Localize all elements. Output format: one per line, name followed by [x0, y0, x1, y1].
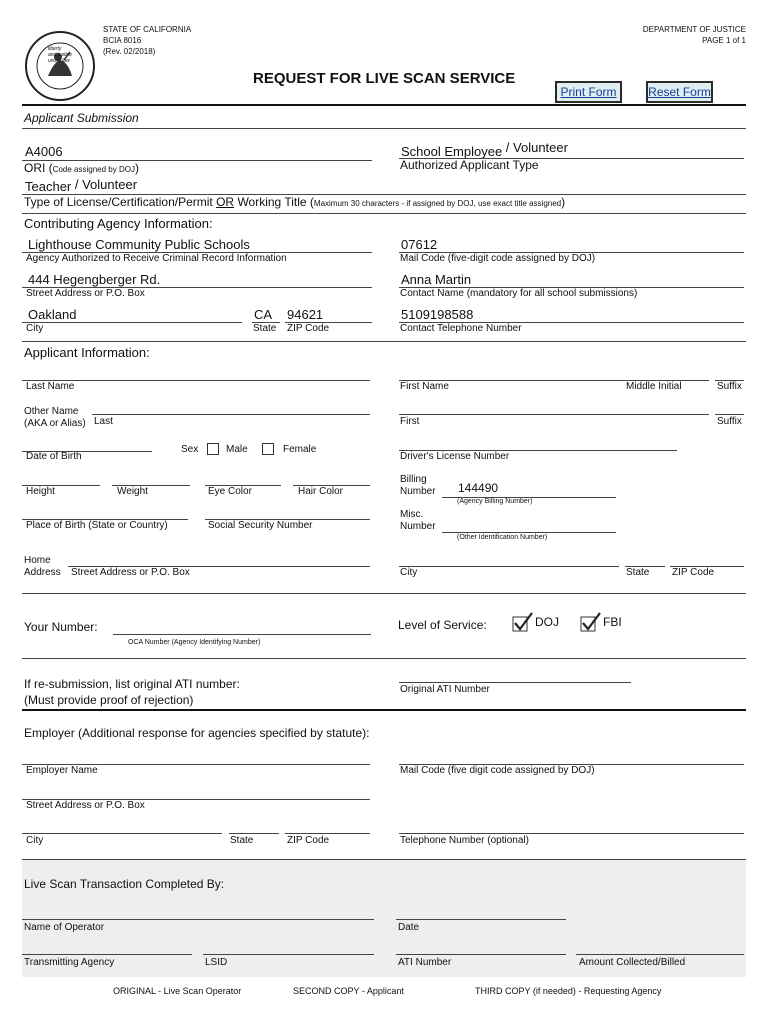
- other-suffix-input[interactable]: [715, 414, 744, 415]
- divider: [22, 213, 746, 214]
- header-divider: [22, 104, 746, 106]
- home-state-label: State: [626, 567, 650, 578]
- employer-street-label: Street Address or P.O. Box: [26, 800, 145, 811]
- reset-form-button[interactable]: Reset Form: [646, 81, 713, 103]
- operator-name-label: Name of Operator: [24, 922, 105, 933]
- state-label: State: [253, 323, 277, 334]
- resubmission-label: If re-submission, list original ATI number: (Must provide proof of rejection): [24, 677, 240, 707]
- pob-label: Place of Birth (State or Country): [26, 520, 168, 531]
- state-seal: [24, 30, 96, 102]
- transaction-heading: Live Scan Transaction Completed By:: [24, 877, 225, 891]
- transmitting-agency-label: Transmitting Agency: [24, 957, 115, 968]
- employer-phone-input[interactable]: [399, 833, 744, 834]
- weight-label: Weight: [117, 486, 148, 497]
- divider: [22, 709, 746, 711]
- billing-number-value[interactable]: 144490: [458, 481, 499, 495]
- employer-city-label: City: [26, 835, 44, 846]
- city-value[interactable]: Oakland: [28, 307, 77, 322]
- ssn-label: Social Security Number: [208, 520, 313, 531]
- first-name-label: First Name: [400, 381, 449, 392]
- operator-name-input[interactable]: [22, 919, 374, 920]
- agency-name-label: Agency Authorized to Receive Criminal Record Information: [26, 253, 287, 264]
- fbi-label: FBI: [603, 615, 622, 629]
- zip-value[interactable]: 94621: [287, 307, 324, 322]
- home-address-label: Home Address: [24, 555, 61, 578]
- employer-phone-label: Telephone Number (optional): [400, 835, 529, 846]
- employer-zip-label: ZIP Code: [287, 835, 330, 846]
- suffix-label: Suffix: [717, 381, 742, 392]
- other-last-input[interactable]: [92, 414, 370, 415]
- misc-number-label: Misc. Number: [400, 509, 436, 532]
- footer-third-copy: THIRD COPY (if needed) - Requesting Agency: [475, 986, 662, 996]
- doj-checkbox[interactable]: [512, 612, 534, 632]
- contact-name-value[interactable]: Anna Martin: [401, 272, 472, 287]
- billing-number-note: (Agency Billing Number): [457, 498, 533, 505]
- employer-state-input[interactable]: [229, 833, 279, 834]
- phone-value[interactable]: 5109198588: [401, 307, 474, 322]
- street-value[interactable]: 444 Hegengberger Rd.: [28, 272, 161, 287]
- eye-color-label: Eye Color: [208, 486, 252, 497]
- form-code: BCIA 8016: [103, 36, 142, 45]
- amount-label: Amount Collected/Billed: [579, 957, 686, 968]
- field-line: [22, 322, 242, 323]
- misc-number-note: (Other Identification Number): [457, 534, 548, 541]
- hair-color-label: Hair Color: [298, 486, 344, 497]
- employer-heading: Employer (Additional response for agencies specified by statute):: [24, 726, 370, 740]
- lsid-input[interactable]: [203, 954, 374, 955]
- applicant-type-label: Authorized Applicant Type: [400, 158, 539, 172]
- home-street-label: Street Address or P.O. Box: [71, 567, 190, 578]
- footer-second-copy: SECOND COPY - Applicant: [293, 986, 404, 996]
- form-title: REQUEST FOR LIVE SCAN SERVICE: [253, 70, 516, 87]
- misc-number-input[interactable]: [442, 532, 616, 533]
- header-right: [643, 24, 746, 46]
- other-suffix-label: Suffix: [717, 416, 742, 427]
- form-revision: (Rev. 02/2018): [103, 47, 156, 56]
- ori-label: ORI (Code assigned by DOJ): [24, 161, 139, 175]
- male-checkbox[interactable]: [207, 443, 219, 455]
- male-label: Male: [226, 444, 248, 455]
- contributing-agency-heading: Contributing Agency Information:: [24, 216, 213, 231]
- other-first-input[interactable]: [399, 414, 709, 415]
- billing-number-label: Billing Number: [400, 474, 436, 497]
- sex-label: Sex: [181, 444, 199, 455]
- zip-label: ZIP Code: [287, 323, 330, 334]
- home-city-label: City: [400, 567, 418, 578]
- page-number: PAGE 1 of 1: [702, 36, 746, 45]
- divider: [22, 341, 746, 342]
- city-label: City: [26, 323, 44, 334]
- print-form-button[interactable]: Print Form: [555, 81, 622, 103]
- divider: [22, 658, 746, 659]
- transmitting-agency-input[interactable]: [22, 954, 192, 955]
- original-ati-label: Original ATI Number: [400, 684, 490, 695]
- applicant-submission-heading: Applicant Submission: [24, 111, 139, 125]
- working-title-label: Type of License/Certification/Permit OR Working Title (Maximum 30 characters - if assigned by DOJ, use exact title assigned): [24, 195, 566, 209]
- state-value[interactable]: CA: [254, 307, 273, 322]
- oca-number-input[interactable]: [113, 634, 371, 635]
- female-checkbox[interactable]: [262, 443, 274, 455]
- mail-code-value[interactable]: 07612: [401, 237, 438, 252]
- applicant-type-value[interactable]: School Employee / Volunteer: [401, 140, 568, 159]
- fbi-checkbox[interactable]: [580, 612, 602, 632]
- your-number-label: Your Number:: [24, 620, 98, 634]
- department-name: DEPARTMENT OF JUSTICE: [642, 25, 746, 34]
- divider: [22, 859, 746, 860]
- phone-label: Contact Telephone Number: [400, 323, 522, 334]
- employer-zip-input[interactable]: [285, 833, 370, 834]
- middle-initial-label: Middle Initial: [626, 381, 682, 392]
- divider: [22, 128, 746, 129]
- employer-name-label: Employer Name: [26, 765, 98, 776]
- home-city-input[interactable]: [399, 566, 619, 567]
- female-label: Female: [283, 444, 317, 455]
- lsid-label: LSID: [205, 957, 228, 968]
- divider: [22, 593, 746, 594]
- dob-label: Date of Birth: [26, 451, 82, 462]
- ati-number-input[interactable]: [396, 954, 566, 955]
- employer-state-label: State: [230, 835, 254, 846]
- dl-label: Driver's License Number: [400, 451, 510, 462]
- level-of-service-label: Level of Service:: [398, 618, 487, 632]
- original-ati-input[interactable]: [399, 682, 631, 683]
- employer-city-input[interactable]: [22, 833, 222, 834]
- ori-value[interactable]: A4006: [25, 144, 63, 159]
- home-zip-label: ZIP Code: [672, 567, 715, 578]
- other-first-label: First: [400, 416, 420, 427]
- street-label: Street Address or P.O. Box: [26, 288, 145, 299]
- applicant-information-heading: Applicant Information:: [24, 345, 150, 360]
- seal-lettering: liberty and justice under law: [48, 46, 72, 64]
- state-name: STATE OF CALIFORNIA: [103, 25, 192, 34]
- agency-name-value[interactable]: Lighthouse Community Public Schools: [28, 237, 250, 252]
- working-title-value[interactable]: Teacher / Volunteer: [25, 177, 138, 194]
- height-label: Height: [26, 486, 55, 497]
- header-left: [103, 24, 191, 57]
- last-name-label: Last Name: [26, 381, 75, 392]
- employer-mail-code-label: Mail Code (five digit code assigned by DOJ): [400, 765, 595, 776]
- footer-original: ORIGINAL - Live Scan Operator: [113, 986, 242, 996]
- amount-input[interactable]: [576, 954, 744, 955]
- oca-number-note: OCA Number (Agency Identifying Number): [128, 639, 261, 646]
- transaction-date-input[interactable]: [396, 919, 566, 920]
- doj-label: DOJ: [535, 615, 559, 629]
- other-name-label: Other Name (AKA or Alias): [24, 406, 86, 429]
- transaction-date-label: Date: [398, 922, 420, 933]
- other-last-label: Last: [94, 416, 113, 427]
- ati-number-label: ATI Number: [398, 957, 452, 968]
- mail-code-label: Mail Code (five-digit code assigned by DOJ): [400, 253, 596, 264]
- contact-name-label: Contact Name (mandatory for all school submissions): [400, 288, 638, 299]
